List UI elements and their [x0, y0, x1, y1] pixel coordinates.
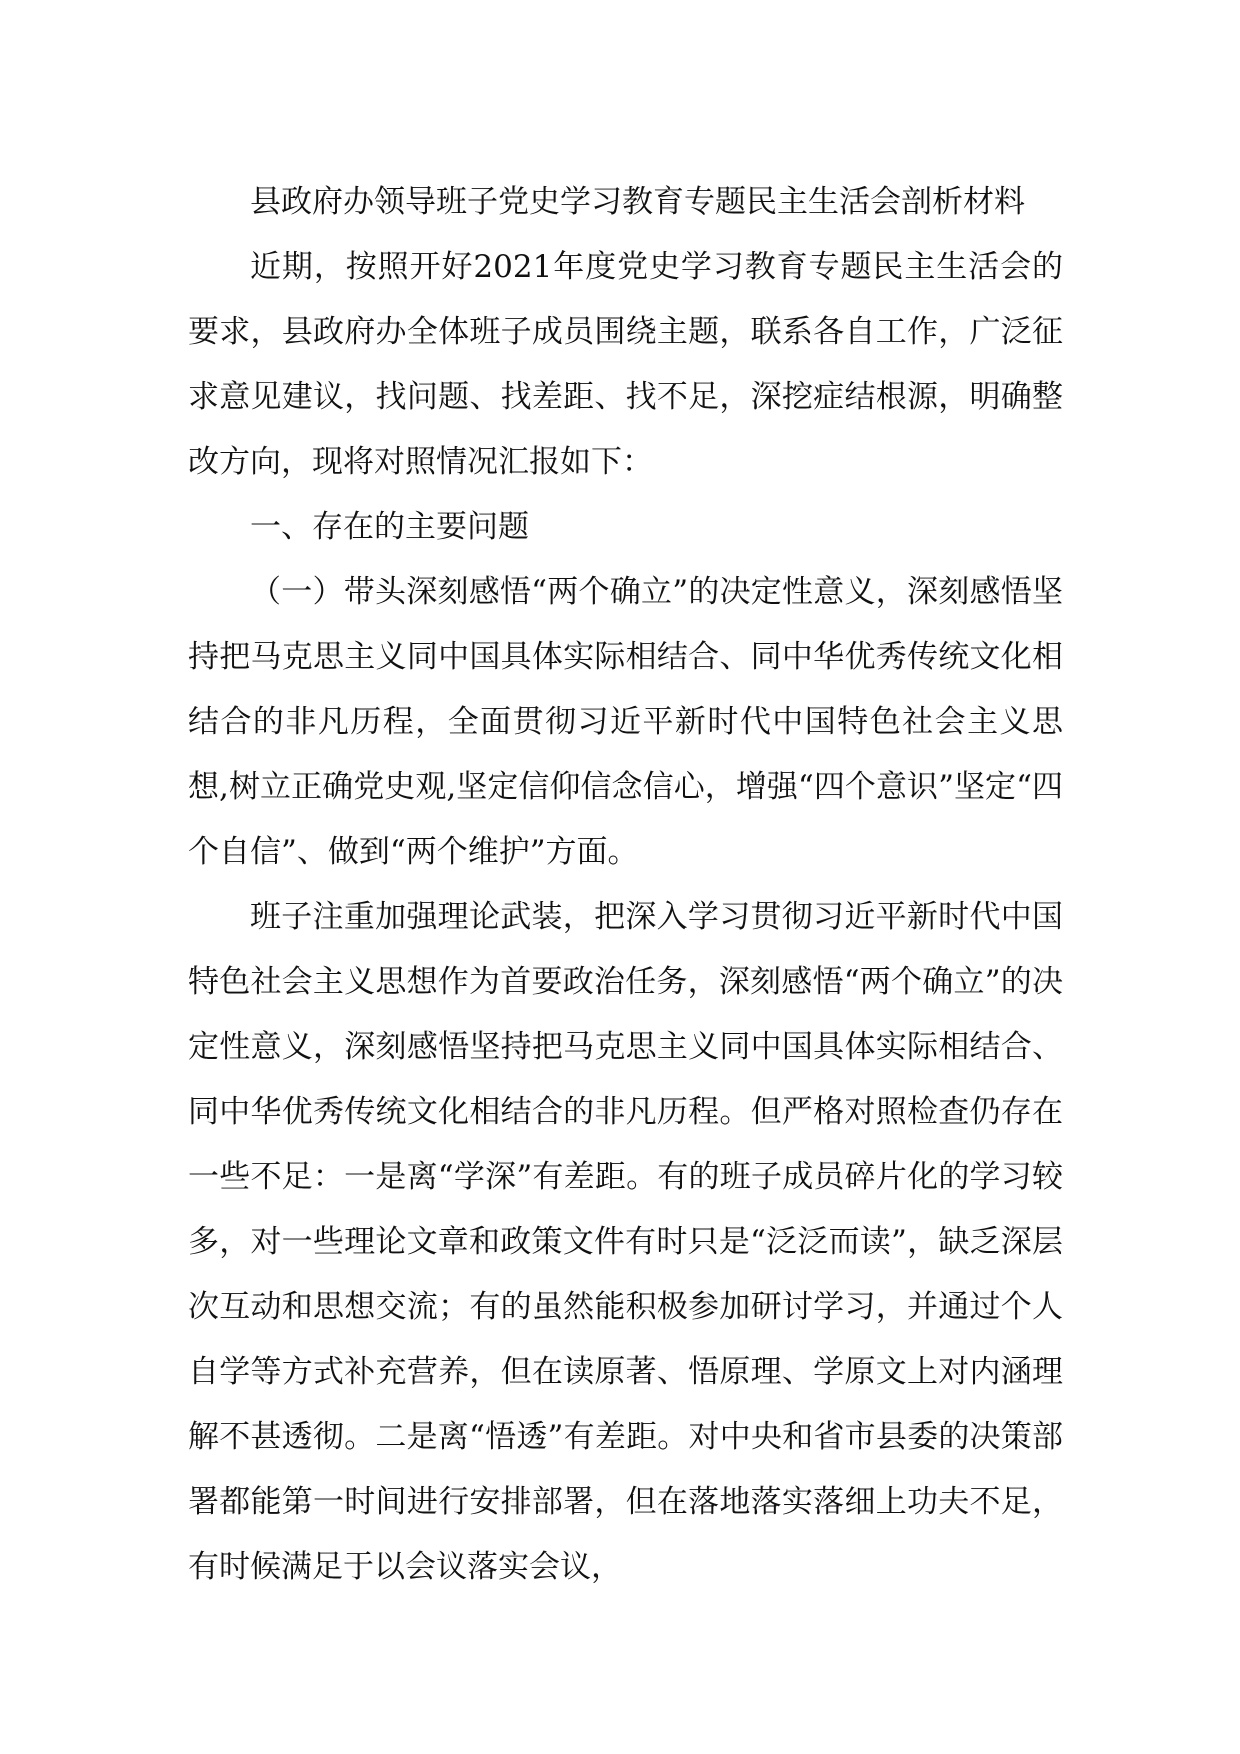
section-heading: 一、存在的主要问题: [250, 509, 529, 545]
subsection-heading-paragraph: （一）带头深刻感悟“两个确立”的决定性意义，深刻感悟坚持把马克思主义同中国具体实际相结合、同中华优秀传统文化相结合的非凡历程，全面贯彻习近平新时代中国特色社会主义思想,树立正确党史观,坚定信仰信念信心，增强“四个意识”坚定“四个自信”、做到“两个维护”方面。: [188, 574, 1063, 870]
body-paragraph: 班子注重加强理论武装，把深入学习贯彻习近平新时代中国特色社会主义思想作为首要政治任务，深刻感悟“两个确立”的决定性意义，深刻感悟坚持把马克思主义同中国具体实际相结合、同中华优秀传统文化相结合的非凡历程。但严格对照检查仍存在一些不足：一是离“学深”有差距。有的班子成员碎片化的学习较多，对一些理论文章和政策文件有时只是“泛泛而读”，缺乏深层次互动和思想交流；有的虽然能积极参加研讨学习，并通过个人自学等方式补充营养，但在读原著、悟原理、学原文上对内涵理解不甚透彻。二是离“悟透”有差距。对中央和省市县委的决策部署都能第一时间进行安排部署，但在落地落实落细上功夫不足，有时候满足于以会议落实会议，: [188, 899, 1063, 1585]
document-body: [188, 170, 1063, 1600]
document-title: 县政府办领导班子党史学习教育专题民主生活会剖析材料: [250, 184, 1025, 220]
intro-paragraph: 近期，按照开好2021年度党史学习教育专题民主生活会的要求，县政府办全体班子成员围绕主题，联系各自工作，广泛征求意见建议，找问题、找差距、找不足，深挖症结根源，明确整改方向，现将对照情况汇报如下：: [188, 249, 1063, 480]
